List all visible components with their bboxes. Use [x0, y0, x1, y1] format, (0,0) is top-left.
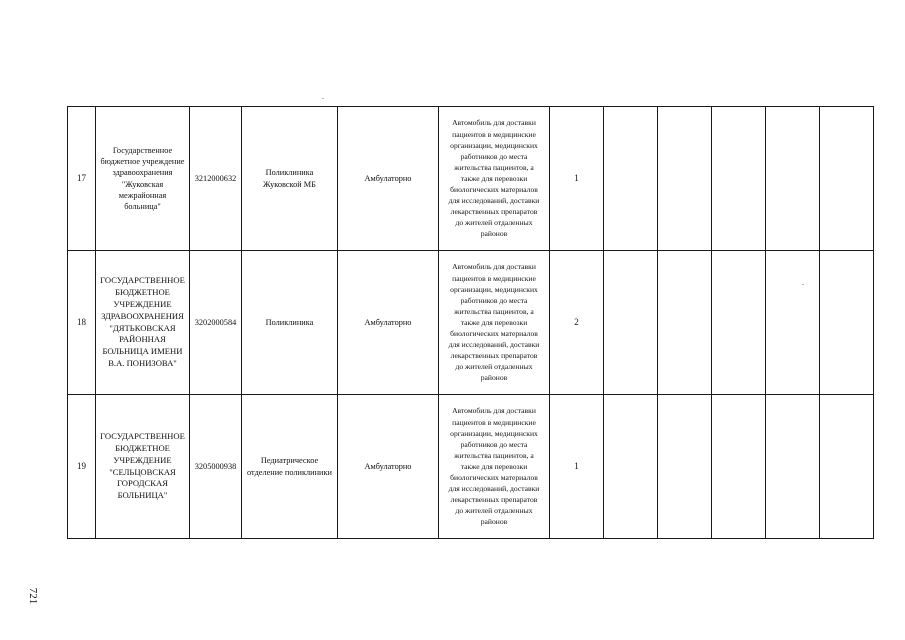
empty-cell	[820, 107, 874, 251]
empty-cell	[820, 251, 874, 395]
empty-cell	[604, 395, 658, 539]
table-row	[68, 251, 874, 395]
empty-cell	[658, 251, 712, 395]
vehicle-quantity: 1	[550, 395, 604, 539]
empty-cell	[820, 395, 874, 539]
row-number: 17	[68, 107, 96, 251]
empty-cell	[712, 251, 766, 395]
empty-cell	[604, 251, 658, 395]
page-number: 721	[27, 587, 39, 605]
table-row	[68, 395, 874, 539]
empty-cell	[766, 107, 820, 251]
department-name: Поликлиника Жуковской МБ	[242, 107, 338, 251]
organization-code: 3212000632	[190, 107, 242, 251]
organization-code: 3205000938	[190, 395, 242, 539]
organization-name: Государственное бюджетное учреждение здравоохранения "Жуковская межрайонная больница"	[96, 107, 190, 251]
organization-name: ГОСУДАРСТВЕННОЕ БЮДЖЕТНОЕ УЧРЕЖДЕНИЕ "СЕЛЬЦОВСКАЯ ГОРОДСКАЯ БОЛЬНИЦА"	[96, 395, 190, 539]
empty-cell	[658, 395, 712, 539]
vehicle-purpose: Автомобиль для доставки пациентов в медицинские организации, медицинских работников до места жительства пациентов, а также для перевозки биологических материалов для исследований, доставки лекарственных препаратов до жителей отдаленных районов	[439, 251, 550, 395]
empty-cell	[712, 395, 766, 539]
vehicle-quantity: 1	[550, 107, 604, 251]
vehicle-purpose: Автомобиль для доставки пациентов в медицинские организации, медицинских работников до места жительства пациентов, а также для перевозки биологических материалов для исследований, доставки лекарственных препаратов до жителей отдаленных районов	[439, 395, 550, 539]
scan-speck	[322, 98, 324, 99]
care-conditions: Амбулаторно	[338, 395, 439, 539]
department-name: Поликлиника	[242, 251, 338, 395]
data-table	[67, 106, 874, 539]
table-row	[68, 107, 874, 251]
empty-cell	[658, 107, 712, 251]
empty-cell	[712, 107, 766, 251]
care-conditions: Амбулаторно	[338, 107, 439, 251]
organization-code: 3202000584	[190, 251, 242, 395]
empty-cell	[766, 251, 820, 395]
care-conditions: Амбулаторно	[338, 251, 439, 395]
department-name: Педиатрическое отделение поликлиники	[242, 395, 338, 539]
empty-cell	[604, 107, 658, 251]
vehicle-purpose: Автомобиль для доставки пациентов в медицинские организации, медицинских работников до места жительства пациентов, а также для перевозки биологических материалов для исследований, доставки лекарственных препаратов до жителей отдаленных районов	[439, 107, 550, 251]
vehicle-quantity: 2	[550, 251, 604, 395]
empty-cell	[766, 395, 820, 539]
row-number: 19	[68, 395, 96, 539]
organization-name: ГОСУДАРСТВЕННОЕ БЮДЖЕТНОЕ УЧРЕЖДЕНИЕ ЗДРАВООХРАНЕНИЯ "ДЯТЬКОВСКАЯ РАЙОННАЯ БОЛЬНИЦА ИМЕНИ В.А. ПОНИЗОВА"	[96, 251, 190, 395]
row-number: 18	[68, 251, 96, 395]
